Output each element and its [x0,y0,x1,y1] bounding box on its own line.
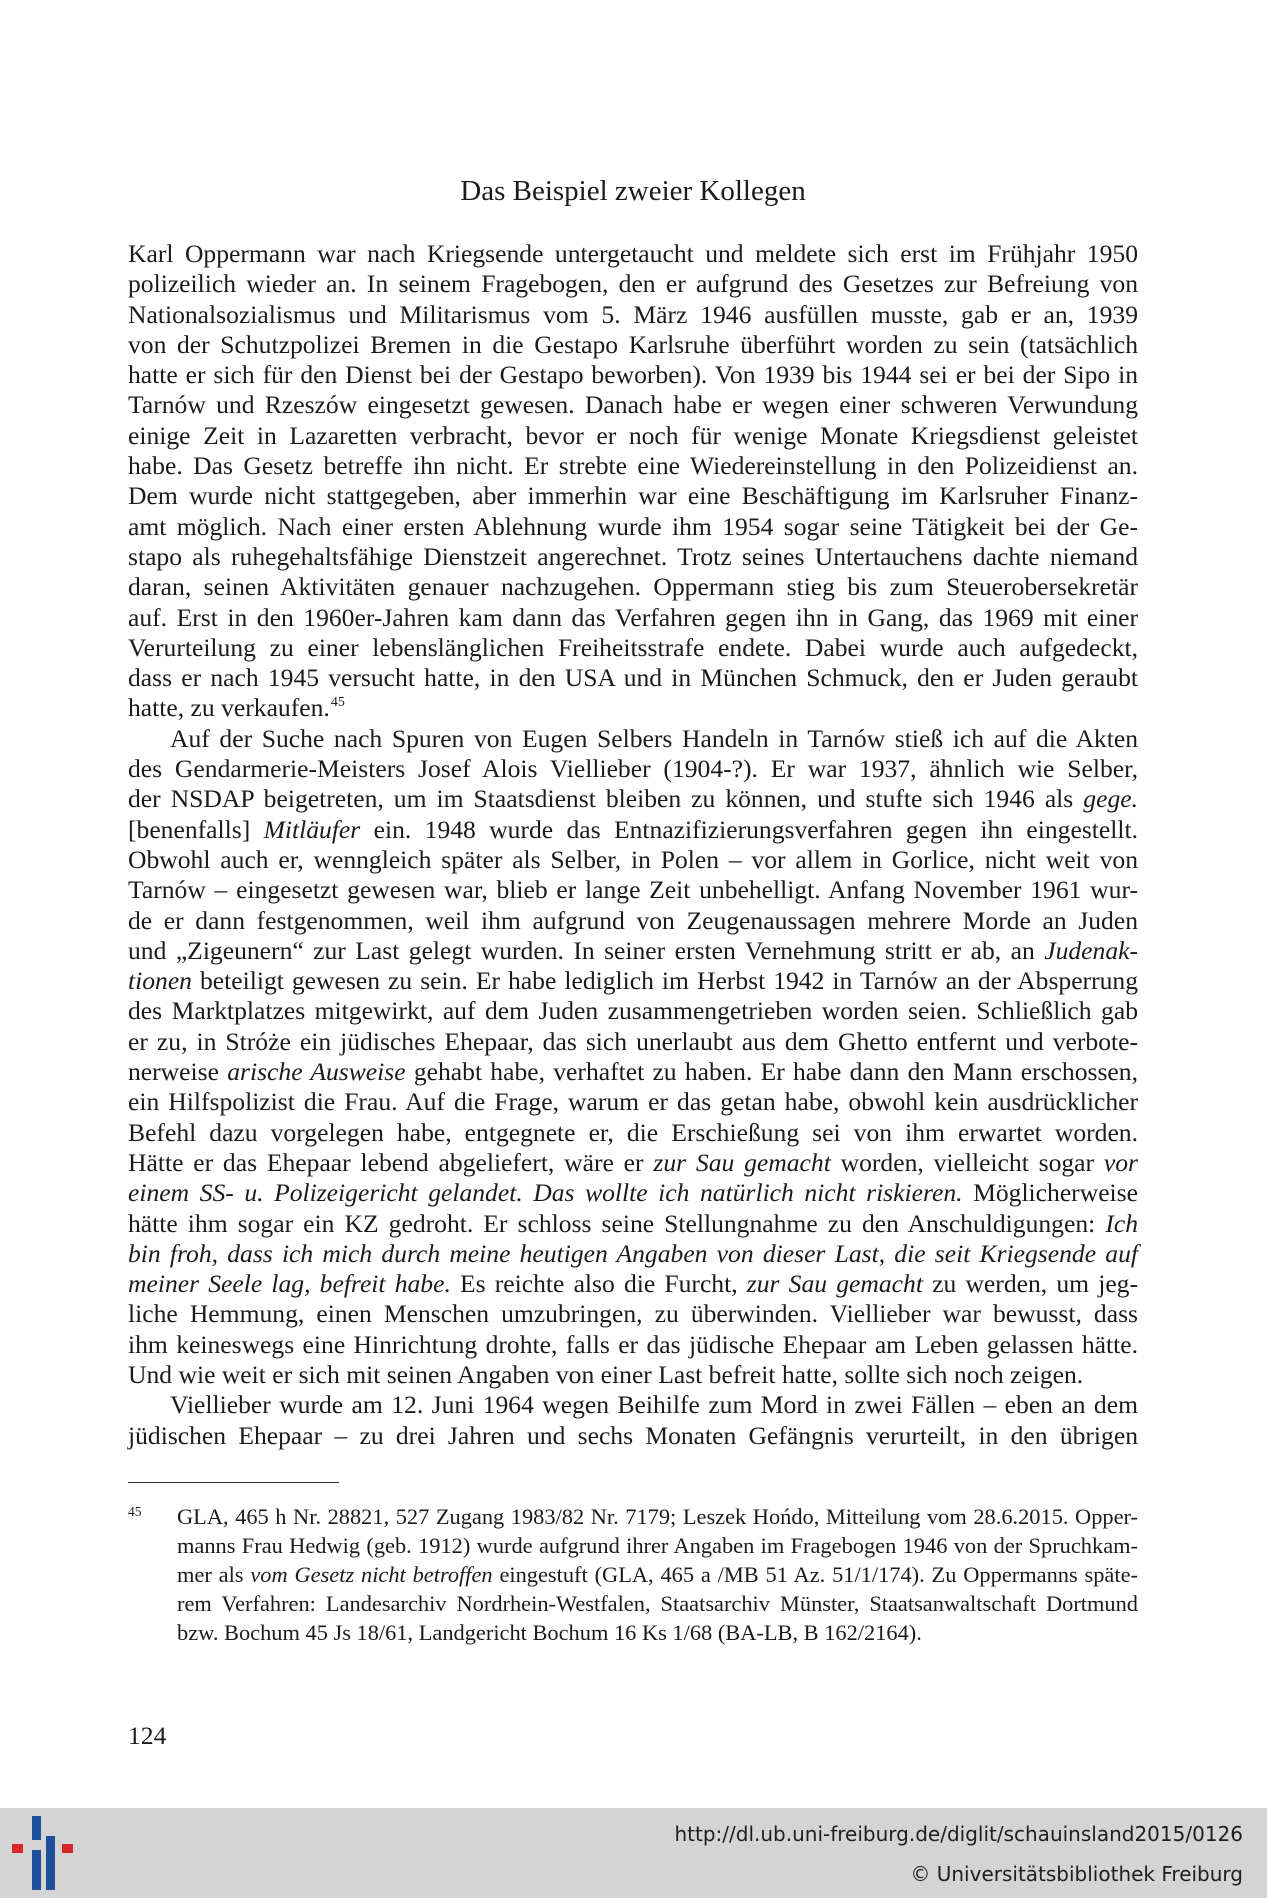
text-run: ein Hilfspolizist die Frau. Auf die Frage, warum er das getan habe, obwohl kein ausdrücklicher [128,1087,1138,1117]
text-line [128,572,1138,602]
text-run: rem Verfahren: Landesarchiv Nordrhein-Westfalen, Staatsarchiv Münster, Staatsanwaltschaft Dortmund [177,1591,1138,1617]
text-line [128,966,1138,996]
text-line [128,784,1138,814]
text-line [128,906,1138,936]
logo-blue-bar-right [46,1836,55,1890]
text-run: mer als [177,1562,251,1588]
footnote-text [177,1502,1138,1647]
text-run: manns Frau Hedwig (geb. 1912) wurde aufgrund ihrer Angaben im Fragebogen 1946 von der Spruchkam- [177,1533,1138,1559]
text-run: Befehl dazu vorgelegen habe, entgegnete er, die Erschießung sei von ihm erwartet worden. [128,1117,1138,1147]
text-run: de er dann festgenommen, weil ihm aufgrund von Zeugenaussagen mehrere Morde an Juden [128,905,1138,935]
italic-text-run: Ich [1105,1208,1138,1238]
text-run: habe. Das Gesetz betreffe ihn nicht. Er strebte eine Wiedereinstellung in den Polizeidienst an. [128,451,1138,481]
italic-text-run: arische Ausweise [227,1057,406,1087]
text-run: Verurteilung zu einer lebenslänglichen Freiheitsstrafe endete. Dabei wurde auch aufgedeckt, [128,632,1138,662]
footnote-line [177,1531,1138,1560]
text-line [128,693,1138,723]
text-run: bzw. Bochum 45 Js 18/61, Landgericht Bochum 16 Ks 1/68 (BA-LB, B 162/2164). [177,1620,922,1646]
text-line [128,269,1138,299]
text-run: gehabt habe, verhaftet zu haben. Er habe dann den Mann erschossen, [405,1057,1138,1087]
logo-blue-bar-left [32,1850,41,1890]
paragraph [128,724,1138,1391]
footnote-line [177,1589,1138,1618]
text-line [128,1118,1138,1148]
text-run: hatte, zu verkaufen. [128,693,330,723]
footnote-number: 45 [128,1504,142,1519]
text-line [128,1390,1138,1420]
text-run: beteiligt gewesen zu sein. Er habe lediglich im Herbst 1942 in Tarnów an der Absperrung [191,966,1138,996]
paragraph [128,1390,1138,1451]
text-run: Dem wurde nicht stattgegeben, aber immerhin war eine Beschäftigung im Karlsruher Finanz- [128,481,1138,511]
text-run: eingestuft (GLA, 465 a /MB 51 Az. 51/1/174). Zu Oppermanns späte- [492,1562,1138,1588]
italic-text-run: meiner Seele lag, befreit habe. [128,1269,451,1299]
text-run: auf. Erst in den 1960er-Jahren kam dann das Verfahren gegen ihn in Gang, das 1969 mit einer [128,602,1138,632]
text-run: der NSDAP beigetreten, um im Staatsdienst bleiben zu können, und stufte sich 1946 als [128,784,1084,814]
text-run: hatte er sich für den Dienst bei der Gestapo beworben). Von 1939 bis 1944 sei er bei der Sipo in [128,360,1138,390]
text-line [128,1299,1138,1329]
logo-red-mark-right [62,1844,73,1853]
text-line [128,1209,1138,1239]
text-run: des Gendarmerie-Meisters Josef Alois Viellieber (1904-?). Er war 1937, ähnlich wie Selber, [128,754,1138,784]
text-run: GLA, 465 h Nr. 28821, 527 Zugang 1983/82 Nr. 7179; Leszek Hońdo, Mitteilung vom 28.6.2015. Opper- [177,1504,1138,1529]
text-line [128,1269,1138,1299]
italic-text-run: Mitläufer [263,814,361,844]
text-line [128,481,1138,511]
text-line [128,542,1138,572]
text-run: Tarnów – eingesetzt gewesen war, blieb er lange Zeit unbehelligt. Anfang November 1961 wur- [128,875,1138,905]
library-logo-icon [10,1816,80,1892]
text-run: Es reichte also die Furcht, [450,1269,747,1299]
text-run: des Marktplatzes mitgewirkt, auf dem Juden zusammengetrieben worden seien. Schließlich gab [128,996,1138,1026]
text-run: dass er nach 1945 versucht hatte, in den USA und in München Schmuck, den er Juden geraubt [128,663,1138,693]
text-run: Auf der Suche nach Spuren von Eugen Selbers Handeln in Tarnów stieß ich auf die Akten [170,723,1138,753]
text-line [128,875,1138,905]
text-run: daran, seinen Aktivitäten genauer nachzugehen. Oppermann stieg bis zum Steuerobersekretär [128,572,1138,602]
text-run: liche Hemmung, einen Menschen umzubringen, zu überwinden. Viellieber war bewusst, dass [128,1299,1138,1329]
paragraph [128,239,1138,724]
text-run: polizeilich wieder an. In seinem Fragebogen, den er aufgrund des Gesetzes zur Befreiung von [128,269,1138,299]
italic-text-run: zur Sau gemacht [746,1269,923,1299]
text-run: Hätte er das Ehepaar lebend abgeliefert, wäre er [128,1147,654,1177]
page-number: 124 [128,1721,167,1750]
text-run: Viellieber wurde am 12. Juni 1964 wegen Beihilfe zum Mord in zwei Fällen – eben an dem [170,1390,1138,1420]
text-line [128,754,1138,784]
copyright-notice: © Universitätsbibliothek Freiburg [910,1862,1243,1886]
italic-text-run: Judenak- [1044,935,1138,965]
footnotes [128,1502,1138,1647]
text-line [128,1178,1138,1208]
footnote-separator [128,1482,339,1483]
footnote-line [177,1502,1138,1531]
italic-text-run: gege. [1083,784,1138,814]
text-line [128,815,1138,845]
text-line [128,300,1138,330]
text-run: hätte ihm sogar ein KZ gedroht. Er schloss seine Stellungnahme zu den Anschuldigungen: [128,1208,1106,1238]
italic-text-run: zur Sau gemacht [653,1147,831,1177]
text-line [128,451,1138,481]
text-line [128,360,1138,390]
text-run: worden, vielleicht sogar [830,1147,1104,1177]
footnote-line [177,1560,1138,1589]
text-line [128,512,1138,542]
text-run: amt möglich. Nach einer ersten Ablehnung wurde ihm 1954 sogar seine Tätigkeit bei der Ge- [128,511,1138,541]
text-line [128,633,1138,663]
text-line [128,1027,1138,1057]
logo-blue-bar-top [32,1816,41,1840]
text-run: zu werden, um jeg- [922,1269,1138,1299]
body-text [128,239,1138,1451]
text-line [128,845,1138,875]
text-line [128,603,1138,633]
text-run: stapo als ruhegehaltsfähige Dienstzeit angerechnet. Trotz seines Untertauchens dachte niemand [128,541,1138,571]
footnote-line [177,1618,1138,1647]
text-line [128,330,1138,360]
italic-text-run: tionen [128,966,192,996]
text-run: Und wie weit er sich mit seinen Angaben von einer Last befreit hatte, sollte sich noch zeigen. [128,1359,1084,1389]
text-line [128,1239,1138,1269]
text-run: von der Schutzpolizei Bremen in die Gestapo Karlsruhe überführt worden zu sein (tatsächlich [128,329,1138,359]
text-run: Tarnów und Rzeszów eingesetzt gewesen. Danach habe er wegen einer schweren Verwundung [128,390,1138,420]
text-line [128,663,1138,693]
text-run: jüdischen Ehepaar – zu drei Jahren und sechs Monaten Gefängnis verurteilt, in den übrigen [128,1420,1138,1450]
text-line [128,1057,1138,1087]
text-run: Möglicherweise [962,1178,1138,1208]
italic-text-run: vor [1103,1147,1138,1177]
text-line [128,1360,1138,1390]
text-run: ihm keineswegs eine Hinrichtung drohte, falls er das jüdische Ehepaar am Leben gelassen hätte. [128,1329,1138,1359]
text-run: Obwohl auch er, wenngleich später als Selber, in Polen – vor allem in Gorlice, nicht weit von [128,844,1138,874]
text-line [128,1087,1138,1117]
text-line [128,239,1138,269]
text-line [128,390,1138,420]
text-run: [benenfalls] [128,814,264,844]
text-line [128,1148,1138,1178]
footnote-reference: 45 [330,695,345,711]
text-line [128,421,1138,451]
text-run: einige Zeit in Lazaretten verbracht, bevor er noch für wenige Monate Kriegsdienst geleistet [128,420,1138,450]
text-run: und „Zigeunern“ zur Last gelegt wurden. In seiner ersten Vernehmung stritt er ab, an [128,935,1045,965]
text-line [128,996,1138,1026]
text-line [128,724,1138,754]
text-line [128,1330,1138,1360]
text-run: er zu, in Stróże ein jüdisches Ehepaar, das sich unerlaubt aus dem Ghetto entfernt und verbote- [128,1026,1138,1056]
italic-text-run: einem SS- u. Polizeigericht gelandet. Das wollte ich natürlich nicht riskieren. [128,1178,963,1208]
library-footer-bar [0,1808,1267,1898]
text-line [128,936,1138,966]
footnote [128,1502,1138,1647]
text-run: ein. 1948 wurde das Entnazifizierungsverfahren gegen ihn eingestellt. [360,814,1138,844]
logo-red-mark-left [12,1844,23,1853]
italic-text-run: vom Gesetz nicht betroffen [250,1562,493,1588]
text-line [128,1421,1138,1451]
source-url: http://dl.ub.uni-freiburg.de/diglit/schauinsland2015/0126 [674,1822,1243,1846]
text-run: Karl Oppermann war nach Kriegsende untergetaucht und meldete sich erst im Frühjahr 1950 [128,239,1138,268]
text-run: Nationalsozialismus und Militarismus vom 5. März 1946 ausfüllen musste, gab er an, 1939 [128,299,1138,329]
running-header: Das Beispiel zweier Kollegen [460,175,806,207]
italic-text-run: bin froh, dass ich mich durch meine heutigen Angaben von dieser Last, die seit Kriegsende auf [128,1238,1138,1268]
text-run: nerweise [128,1057,228,1087]
